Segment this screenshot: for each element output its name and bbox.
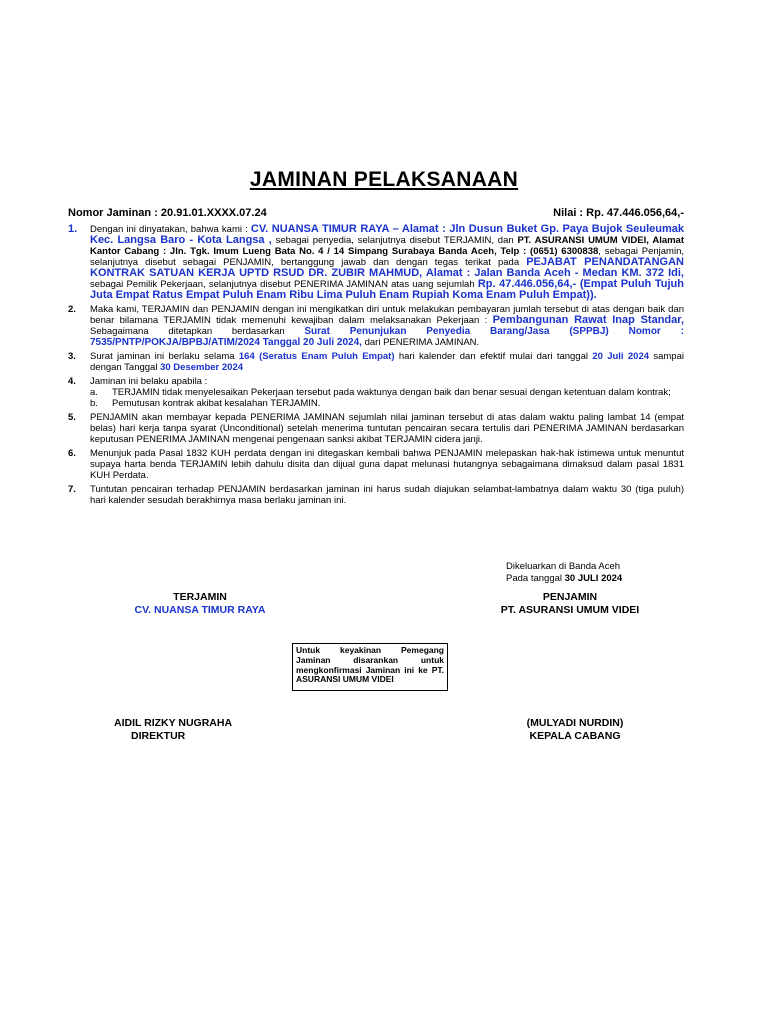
party-role: PENJAMIN bbox=[542, 591, 598, 603]
text-segment: sebagai Pemilik Pekerjaan, selanjutnya disebut PENERIMA JAMINAN atas uang sejumlah bbox=[90, 279, 478, 290]
clause-text bbox=[90, 304, 684, 348]
guarantee-header bbox=[68, 207, 684, 219]
document-title: JAMINAN PELAKSANAAN bbox=[249, 168, 519, 191]
clauses-list bbox=[68, 224, 684, 509]
owner-entity: PEJABAT PENANDATANGAN KONTRAK SATUAN KERJA UPTD RSUD DR. ZUBIR MAHMUD, Alamat : Jalan Banda Aceh - Medan KM. 372 Idi, bbox=[90, 256, 684, 279]
terjamin-signatory bbox=[100, 717, 300, 743]
issuance-block bbox=[506, 561, 622, 585]
issuance-date-value: 30 JULI 2024 bbox=[564, 573, 623, 584]
text-segment: hari kalender dan efektif mulai dari tanggal bbox=[394, 351, 593, 362]
text-segment: dari PENERIMA JAMINAN. bbox=[361, 337, 480, 348]
guarantee-number-value: 20.91.01.XXXX.07.24 bbox=[160, 207, 267, 219]
party-name: PT. ASURANSI UMUM VIDEI bbox=[500, 604, 640, 616]
validity-duration: 164 (Seratus Enam Puluh Empat) bbox=[238, 351, 395, 362]
clause-5 bbox=[68, 412, 684, 445]
clause-number: 3. bbox=[68, 351, 76, 362]
sub-clause-label: a. bbox=[90, 387, 98, 398]
clause-1 bbox=[68, 224, 684, 301]
clause-number: 2. bbox=[68, 304, 76, 315]
text-segment: Maka kami, TERJAMIN dan PENJAMIN dengan ini mengikatkan diri untuk melakukan pembayaran jumlah tersebut di atas dengan baik dan benar bilamana TERJAMIN tidak memenuhi kewajiban dalam melaksanakan Pekerjaan : bbox=[90, 304, 684, 326]
clause-3 bbox=[68, 351, 684, 373]
issuance-date-label: Pada tanggal bbox=[506, 573, 565, 584]
penjamin-party bbox=[470, 591, 670, 617]
validity-end: 30 Desember 2024 bbox=[160, 362, 244, 373]
terjamin-party bbox=[100, 591, 300, 617]
terjamin-entity: CV. NUANSA TIMUR RAYA – Alamat : Jln Dusun Buket Gp. Paya Bujok Seuleumak Kec. Langsa Baro - Kota Langsa , bbox=[90, 223, 684, 246]
clause-number: 1. bbox=[68, 223, 78, 235]
clause-number: 5. bbox=[68, 412, 76, 423]
text-segment: Dengan ini dinyatakan, bahwa kami : bbox=[90, 224, 251, 235]
text-segment: Jaminan ini belaku apabila : bbox=[90, 376, 208, 387]
text-segment: Sebagaimana ditetapkan berdasarkan bbox=[90, 326, 305, 337]
text-segment: sebagai penyedia, selanjutnya disebut TERJAMIN, dan bbox=[271, 235, 518, 246]
clause-text bbox=[90, 351, 684, 373]
guarantee-number-label: Nomor Jaminan : bbox=[68, 207, 161, 219]
text-segment: Surat jaminan ini berlaku selama bbox=[90, 351, 239, 362]
clause-text: Tuntutan pencairan terhadap PENJAMIN berdasarkan jaminan ini harus sudah diajukan selambat-lambatnya dalam waktu 30 (tiga puluh) hari kalender sesudah berakhirnya masa berlaku jaminan ini. bbox=[90, 484, 684, 506]
signer-name: (MULYADI NURDIN) bbox=[526, 717, 624, 729]
sub-clause-text: TERJAMIN tidak menyelesaikan Pekerjaan tersebut pada waktunya dengan baik dan benar sesuai dengan ketentuan dalam kontrak; bbox=[112, 387, 671, 398]
clause-text: Menunjuk pada Pasal 1832 KUH perdata dengan ini ditegaskan kembali bahwa PENJAMIN melepaskan hak-hak istimewa untuk menuntut supaya harta benda TERJAMIN lebih dahulu disita dan dijual guna dapat melunasi hutangnya sebagaimana dimaksud dalam pasal 1831 KUH Perdata. bbox=[90, 448, 684, 481]
clause-7 bbox=[68, 484, 684, 506]
clause-number: 4. bbox=[68, 376, 76, 387]
clause-text bbox=[90, 376, 684, 409]
issuance-place: Dikeluarkan di Banda Aceh bbox=[506, 561, 621, 572]
clause-number: 6. bbox=[68, 448, 76, 459]
clause-4 bbox=[68, 376, 684, 409]
party-name: CV. NUANSA TIMUR RAYA bbox=[134, 604, 266, 616]
clause-6 bbox=[68, 448, 684, 481]
sppbj-reference: Surat Penunjukan Penyedia Barang/Jasa (SPPBJ) Nomor : 7535/PNTP/POKJA/BPBJ/ATIM/2024 Tanggal 20 Juli 2024, bbox=[90, 326, 684, 348]
guarantee-value bbox=[553, 207, 684, 219]
guarantee-value-label: Nilai : bbox=[553, 207, 587, 219]
clause-text bbox=[90, 224, 684, 301]
penjamin-entity: PT. ASURANSI UMUM VIDEI, Alamat Kantor Cabang : Jln. Tgk. Imum Lueng Bata No. 4 / 14 Simpang Surabaya Banda Aceh, Telp : (0651) 6300838 bbox=[90, 235, 685, 257]
clause-2 bbox=[68, 304, 684, 348]
validity-start: 20 Juli 2024 bbox=[592, 351, 650, 362]
signer-position: KEPALA CABANG bbox=[529, 730, 621, 742]
sub-clause-label: b. bbox=[90, 398, 98, 409]
text-segment: sampai dengan Tanggal bbox=[90, 351, 684, 373]
clause-text: PENJAMIN akan membayar kepada PENERIMA JAMINAN sejumlah nilai jaminan tersebut di atas dalam waktu paling lambat 14 (empat belas) hari kerja tanpa syarat (Unconditional) setelah menerima tuntutan pencairan secara tertulis dari PENERIMA JAMINAN berdasarkan keputusan PENERIMA JAMINAN mengenai pengenaan sanksi akibat TERJAMIN cidera janji. bbox=[90, 412, 684, 445]
guarantee-value-amount: Rp. 47.446.056,64,- bbox=[586, 207, 684, 219]
guarantee-amount-text: Rp. 47.446.056,64,- (Empat Puluh Tujuh Juta Empat Ratus Empat Puluh Enam Ribu Lima Puluh Enam Rupiah Koma Enam Puluh Empat)). bbox=[90, 278, 684, 301]
penjamin-signatory bbox=[475, 717, 675, 743]
signer-position: DIREKTUR bbox=[131, 730, 186, 742]
sub-clause-a bbox=[90, 387, 684, 398]
sub-clause-b bbox=[90, 398, 684, 409]
party-role: TERJAMIN bbox=[173, 591, 227, 603]
clause-number: 7. bbox=[68, 484, 76, 495]
signer-name: AIDIL RIZKY NUGRAHA bbox=[114, 717, 233, 729]
confirmation-note-box: Untuk keyakinan Pemegang Jaminan disarankan untuk mengkonfirmasi Jaminan ini ke PT. ASURANSI UMUM VIDEI bbox=[292, 643, 448, 691]
issuance-date bbox=[506, 573, 622, 585]
text-segment: , sebagai Penjamin, selanjutnya disebut sebagai PENJAMIN, bertanggung jawab dan dengan tegas terikat pada bbox=[90, 246, 684, 268]
project-name: Pembangunan Rawat Inap Standar, bbox=[492, 314, 685, 326]
guarantee-number bbox=[68, 207, 267, 219]
sub-clause-text: Pemutusan kontrak akibat kesalahan TERJAMIN. bbox=[112, 398, 321, 409]
